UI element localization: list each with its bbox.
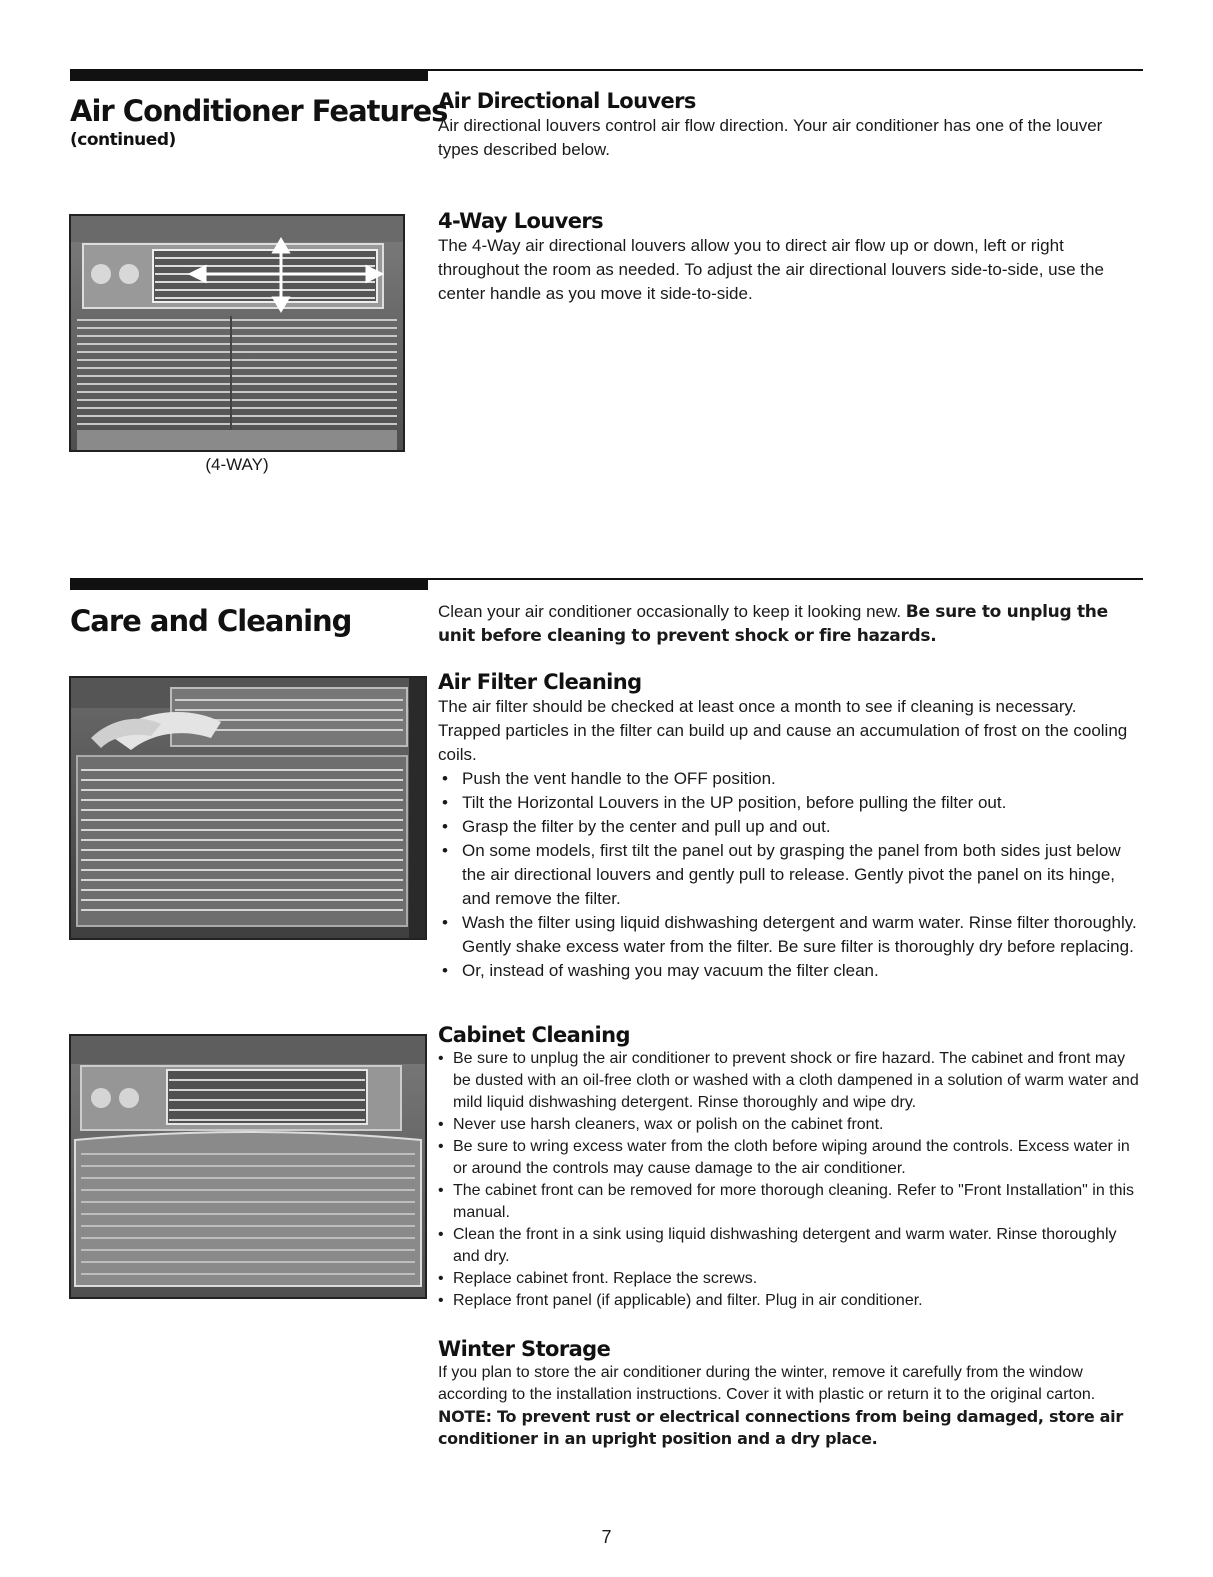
- winter-storage-text: If you plan to store the air conditioner during the winter, remove it carefully from the window according to the installation instructions. Cover it with plastic or return it to the original carton.: [438, 1364, 1096, 1403]
- list-item: • Replace cabinet front. Replace the screws.: [438, 1268, 1143, 1290]
- air-filter-cleaning-text: The air filter should be checked at least once a month to see if cleaning is necessary. Trapped particles in the filter can build up and cause an accumulation of frost on the cooling coils.: [438, 697, 1128, 764]
- cabinet-cleaning-block: [438, 1022, 1143, 1312]
- care-intro-warning: Be sure to unplug the unit before cleaning to prevent shock or fire hazards.: [438, 602, 1108, 646]
- section-rule-thick: [70, 69, 428, 81]
- section-rule-thin: [428, 69, 1143, 71]
- list-item: • Never use harsh cleaners, wax or polish on the cabinet front.: [438, 1114, 1143, 1136]
- list-item: • On some models, first tilt the panel out by grasping the panel from both sides just below the air directional louvers and gently pull to release. Gently pivot the panel on its hinge, and remove the filter.: [438, 839, 1143, 911]
- air-filter-cleaning-block: [438, 669, 1143, 983]
- air-filter-photo: [69, 676, 427, 940]
- section-rule-thin-care: [428, 578, 1143, 580]
- list-item: • Or, instead of washing you may vacuum the filter clean.: [438, 959, 1143, 983]
- air-directional-louvers-text: Air directional louvers control air flow direction. Your air conditioner has one of the louver types described below.: [438, 116, 1103, 159]
- four-way-louvers-photo: [69, 214, 405, 452]
- winter-storage-heading: Winter Storage: [438, 1337, 611, 1361]
- list-item: • Grasp the filter by the center and pull up and out.: [438, 815, 1143, 839]
- list-item: • Wash the filter using liquid dishwashing detergent and warm water. Rinse filter thoroughly. Gently shake excess water from the filter. Be sure filter is thoroughly dry before replacing.: [438, 911, 1143, 959]
- section-title-features: Air Conditioner Features: [70, 94, 448, 128]
- four-way-louvers-heading: 4-Way Louvers: [438, 209, 604, 233]
- cabinet-cleaning-heading: Cabinet Cleaning: [438, 1023, 630, 1047]
- list-item: • Be sure to unplug the air conditioner to prevent shock or fire hazard. The cabinet and front may be dusted with an oil-free cloth or washed with a cloth dampened in a solution of warm water and mild liquid dishwashing detergent. Rinse thoroughly and wipe dry.: [438, 1048, 1143, 1114]
- winter-storage-note: NOTE: To prevent rust or electrical connections from being damaged, store air conditioner in an upright position and a dry place.: [438, 1407, 1123, 1448]
- cabinet-cleaning-steps: [438, 1048, 1143, 1312]
- air-filter-cleaning-heading: Air Filter Cleaning: [438, 670, 642, 694]
- list-item: • Tilt the Horizontal Louvers in the UP position, before pulling the filter out.: [438, 791, 1143, 815]
- section-subtitle: (continued): [70, 130, 176, 150]
- list-item: • Be sure to wring excess water from the cloth before wiping around the controls. Excess water in or around the controls may cause damage to the air conditioner.: [438, 1136, 1143, 1180]
- care-intro: [438, 600, 1143, 648]
- section-rule-thick-care: [70, 578, 428, 590]
- four-way-louvers-block: [438, 208, 1143, 306]
- section-title-care: Care and Cleaning: [70, 604, 352, 638]
- care-intro-plain: Clean your air conditioner occasionally to keep it looking new.: [438, 602, 902, 621]
- list-item: • Push the vent handle to the OFF position.: [438, 767, 1143, 791]
- air-directional-louvers-block: [438, 88, 1143, 162]
- list-item: • The cabinet front can be removed for more thorough cleaning. Refer to "Front Installation" in this manual.: [438, 1180, 1143, 1224]
- four-way-caption: (4-WAY): [205, 455, 269, 474]
- list-item: • Clean the front in a sink using liquid dishwashing detergent and warm water. Rinse thoroughly and dry.: [438, 1224, 1143, 1268]
- list-item: • Replace front panel (if applicable) and filter. Plug in air conditioner.: [438, 1290, 1143, 1312]
- winter-storage-block: [438, 1336, 1143, 1450]
- air-filter-steps: [438, 767, 1143, 983]
- page-number: 7: [601, 1527, 612, 1547]
- care-intro-text: [438, 600, 1143, 648]
- four-way-louvers-text: The 4-Way air directional louvers allow you to direct air flow up or down, left or right throughout the room as needed. To adjust the air directional louvers side-to-side, use the center handle as you move it side-to-side.: [438, 236, 1104, 303]
- cabinet-photo: [69, 1034, 427, 1299]
- air-directional-louvers-heading: Air Directional Louvers: [438, 89, 696, 113]
